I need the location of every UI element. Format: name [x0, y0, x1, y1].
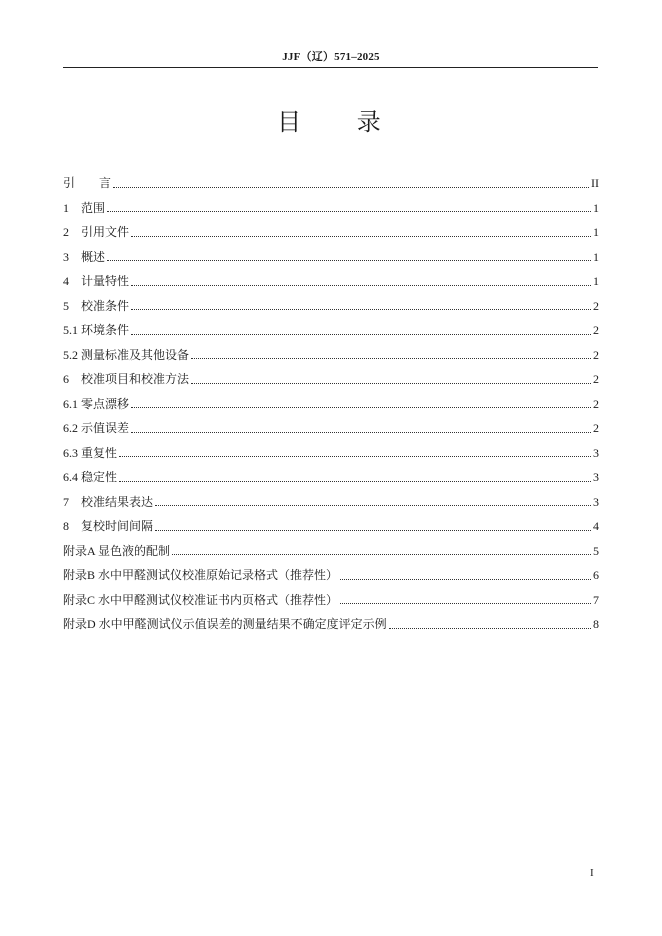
toc-entry-page: 1	[593, 200, 599, 215]
toc-entry-3[interactable]	[63, 245, 599, 270]
toc-leader-dots	[340, 603, 591, 604]
page-number: I	[590, 867, 594, 879]
toc-entry-appendix-d[interactable]	[63, 612, 599, 637]
toc-entry-title: 引用文件	[81, 225, 130, 240]
toc-leader-dots	[172, 554, 591, 555]
toc-entry-title: 复校时间间隔	[81, 519, 154, 534]
toc-leader-dots	[107, 211, 591, 212]
toc-leader-dots	[191, 383, 591, 384]
toc-entry-6[interactable]	[63, 367, 599, 392]
toc-entry-1[interactable]	[63, 196, 599, 221]
toc-leader-dots	[155, 530, 591, 531]
toc-entry-number: 引	[63, 176, 100, 191]
toc-entry-title: 校准结果表达	[81, 494, 154, 509]
toc-entry-number: 7	[63, 494, 82, 509]
toc-entry-title: 水中甲醛测试仪校准证书内页格式（推荐性）	[98, 592, 339, 607]
toc-entry-number: 6.4	[63, 470, 81, 485]
toc-entry-title: 显色液的配制	[98, 543, 171, 558]
toc-leader-dots	[113, 187, 589, 188]
toc-leader-dots	[131, 309, 591, 310]
toc-entry-2[interactable]	[63, 220, 599, 245]
toc-entry-page: 2	[593, 372, 599, 387]
toc-entry-number: 5	[63, 298, 82, 313]
toc-entry-number: 附录A	[63, 543, 99, 558]
toc-entry-title: 测量标准及其他设备	[81, 347, 190, 362]
toc-entry-intro[interactable]	[63, 171, 599, 196]
toc-entry-number: 6.1	[63, 396, 81, 411]
toc-leader-dots	[155, 505, 591, 506]
toc-entry-5-1[interactable]	[63, 318, 599, 343]
toc-entry-title: 言	[99, 176, 112, 191]
toc-entry-number: 6.3	[63, 445, 81, 460]
toc-entry-title: 水中甲醛测试仪校准原始记录格式（推荐性）	[98, 568, 339, 583]
toc-entry-title: 校准项目和校准方法	[81, 372, 190, 387]
toc-entry-page: 2	[593, 396, 599, 411]
toc-entry-6-1[interactable]	[63, 392, 599, 417]
toc-entry-number: 3	[63, 249, 82, 264]
toc-entry-page: 5	[593, 543, 599, 558]
header-divider	[63, 67, 598, 68]
toc-leader-dots	[131, 407, 591, 408]
toc-entry-page: 1	[593, 249, 599, 264]
toc-entry-4[interactable]	[63, 269, 599, 294]
toc-entry-7[interactable]	[63, 490, 599, 515]
toc-entry-page: 3	[593, 470, 599, 485]
toc-entry-page: II	[591, 176, 599, 191]
toc-entry-page: 3	[593, 445, 599, 460]
toc-leader-dots	[131, 236, 591, 237]
toc-leader-dots	[389, 628, 591, 629]
toc-entry-number: 附录D	[63, 617, 99, 632]
toc-entry-number: 5.2	[63, 347, 81, 362]
toc-leader-dots	[131, 432, 591, 433]
toc-entry-number: 6.2	[63, 421, 81, 436]
toc-entry-6-2[interactable]	[63, 416, 599, 441]
toc-entry-page: 4	[593, 519, 599, 534]
toc-entry-title: 范围	[81, 200, 106, 215]
toc-entry-title: 零点漂移	[81, 396, 130, 411]
toc-leader-dots	[191, 358, 591, 359]
toc-entry-page: 7	[593, 592, 599, 607]
toc-leader-dots	[131, 334, 591, 335]
page-title: 目 录	[277, 108, 405, 136]
toc-leader-dots	[107, 260, 591, 261]
toc-entry-page: 2	[593, 323, 599, 338]
toc-entry-number: 2	[63, 225, 82, 240]
toc-entry-6-3[interactable]	[63, 441, 599, 466]
toc-entry-title: 环境条件	[81, 323, 130, 338]
table-of-contents	[63, 171, 599, 637]
toc-entry-page: 2	[593, 298, 599, 313]
toc-entry-title: 稳定性	[81, 470, 118, 485]
toc-entry-appendix-b[interactable]	[63, 563, 599, 588]
toc-entry-number: 4	[63, 274, 82, 289]
toc-entry-5-2[interactable]	[63, 343, 599, 368]
document-code: JJF（辽）571–2025	[282, 51, 380, 63]
toc-entry-title: 校准条件	[81, 298, 130, 313]
toc-entry-6-4[interactable]	[63, 465, 599, 490]
toc-entry-title: 计量特性	[81, 274, 130, 289]
toc-leader-dots	[131, 285, 591, 286]
toc-entry-number: 8	[63, 519, 82, 534]
toc-entry-number: 附录B	[63, 568, 99, 583]
toc-leader-dots	[119, 481, 591, 482]
toc-entry-page: 1	[593, 274, 599, 289]
toc-entry-title: 概述	[81, 249, 106, 264]
toc-entry-title: 水中甲醛测试仪示值误差的测量结果不确定度评定示例	[98, 617, 387, 632]
toc-entry-page: 3	[593, 494, 599, 509]
toc-entry-page: 6	[593, 568, 599, 583]
toc-entry-8[interactable]	[63, 514, 599, 539]
toc-entry-page: 2	[593, 347, 599, 362]
toc-entry-title: 重复性	[81, 445, 118, 460]
toc-entry-number: 附录C	[63, 592, 99, 607]
toc-entry-page: 2	[593, 421, 599, 436]
toc-leader-dots	[340, 579, 591, 580]
toc-entry-appendix-a[interactable]	[63, 539, 599, 564]
toc-entry-page: 8	[593, 617, 599, 632]
toc-entry-number: 5.1	[63, 323, 81, 338]
toc-entry-5[interactable]	[63, 294, 599, 319]
toc-entry-title: 示值误差	[81, 421, 130, 436]
toc-entry-appendix-c[interactable]	[63, 588, 599, 613]
toc-entry-number: 1	[63, 200, 82, 215]
toc-entry-page: 1	[593, 225, 599, 240]
toc-leader-dots	[119, 456, 591, 457]
toc-entry-number: 6	[63, 372, 82, 387]
